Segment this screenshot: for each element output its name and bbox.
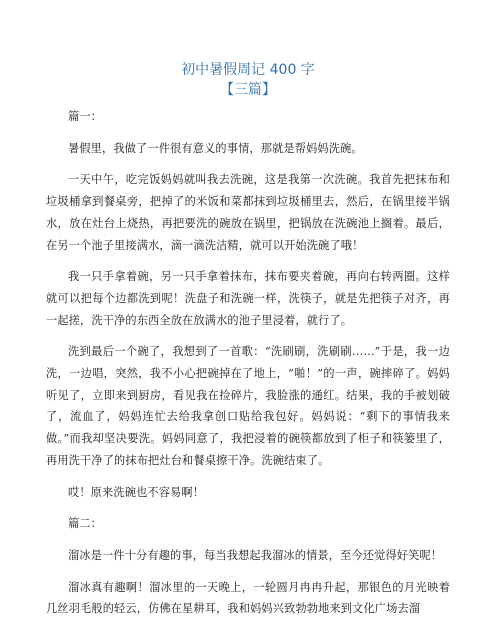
paragraph: 一天中午，吃完饭妈妈就叫我去洗碗，这是我第一次洗碗。我首先把抹布和垃圾桶拿到餐桌旁，把掉了的米饭和菜都抹到垃圾桶里去，然后，在锅里接半锅水，放在灶台上烧热，再把要洗的碗放在锅里，把锅放在洗碗池上搁着。最后，在另一个池子里接满水，滴一滴洗洁精，就可以开始洗碗了哦！: [46, 173, 450, 252]
section-heading-2: 篇二：: [68, 517, 103, 531]
paragraph: 溜冰真有趣啊！溜冰里的一天晚上，一轮圆月冉冉升起，那银色的月光映着几丝羽毛般的轻云，仿佛在星耕耳，我和妈妈兴致勃勃地来到文化广场去溜: [46, 580, 450, 616]
document-page: [0, 60, 496, 621]
paragraph: 洗到最后一个碗了，我想到了一首歌：“洗刷刷，洗刷刷……”于是，我一边洗，一边唱，突然，我不小心把碗掉在了地上，“啪！”的一声，碗摔碎了。妈妈听见了，立即来到厨房，看见我在捡碎片，我脸涨的通红。结果，我的手被划破了，流血了，妈妈连忙去给我拿创口贴给我包好。妈妈说：“剩下的事情我来做。”而我却坚决要洗。妈妈同意了，我把浸着的碗筷都放到了柜子和筷篓里了，再用洗干净了的抹布把灶台和餐桌擦干净。洗碗结束了。: [46, 345, 450, 467]
paragraph: 暑假里，我做了一件很有意义的事情，那就是帮妈妈洗碗。: [68, 141, 363, 155]
paragraph: 溜冰是一件十分有趣的事，每当我想起我溜冰的情景，至今还觉得好笑呢！: [68, 548, 443, 562]
document-body: [46, 106, 450, 620]
paragraph: 哎！原来洗碗也不容易啊！: [68, 485, 205, 499]
document-title: 初中暑假周记 400 字: [181, 62, 315, 78]
section-heading-1: 篇一：: [68, 110, 103, 123]
document-subtitle: 【三篇】: [220, 82, 276, 98]
paragraph: 我一只手拿着碗，另一只手拿着抹布，抹布要夹着碗，再向右转两圈。这样就可以把每个边都洗到呢！洗盘子和洗碗一样，洗筷子，就是先把筷子对齐，再一起搓，洗干净的东西全放在放满水的池子里浸着，就行了。: [46, 270, 450, 327]
